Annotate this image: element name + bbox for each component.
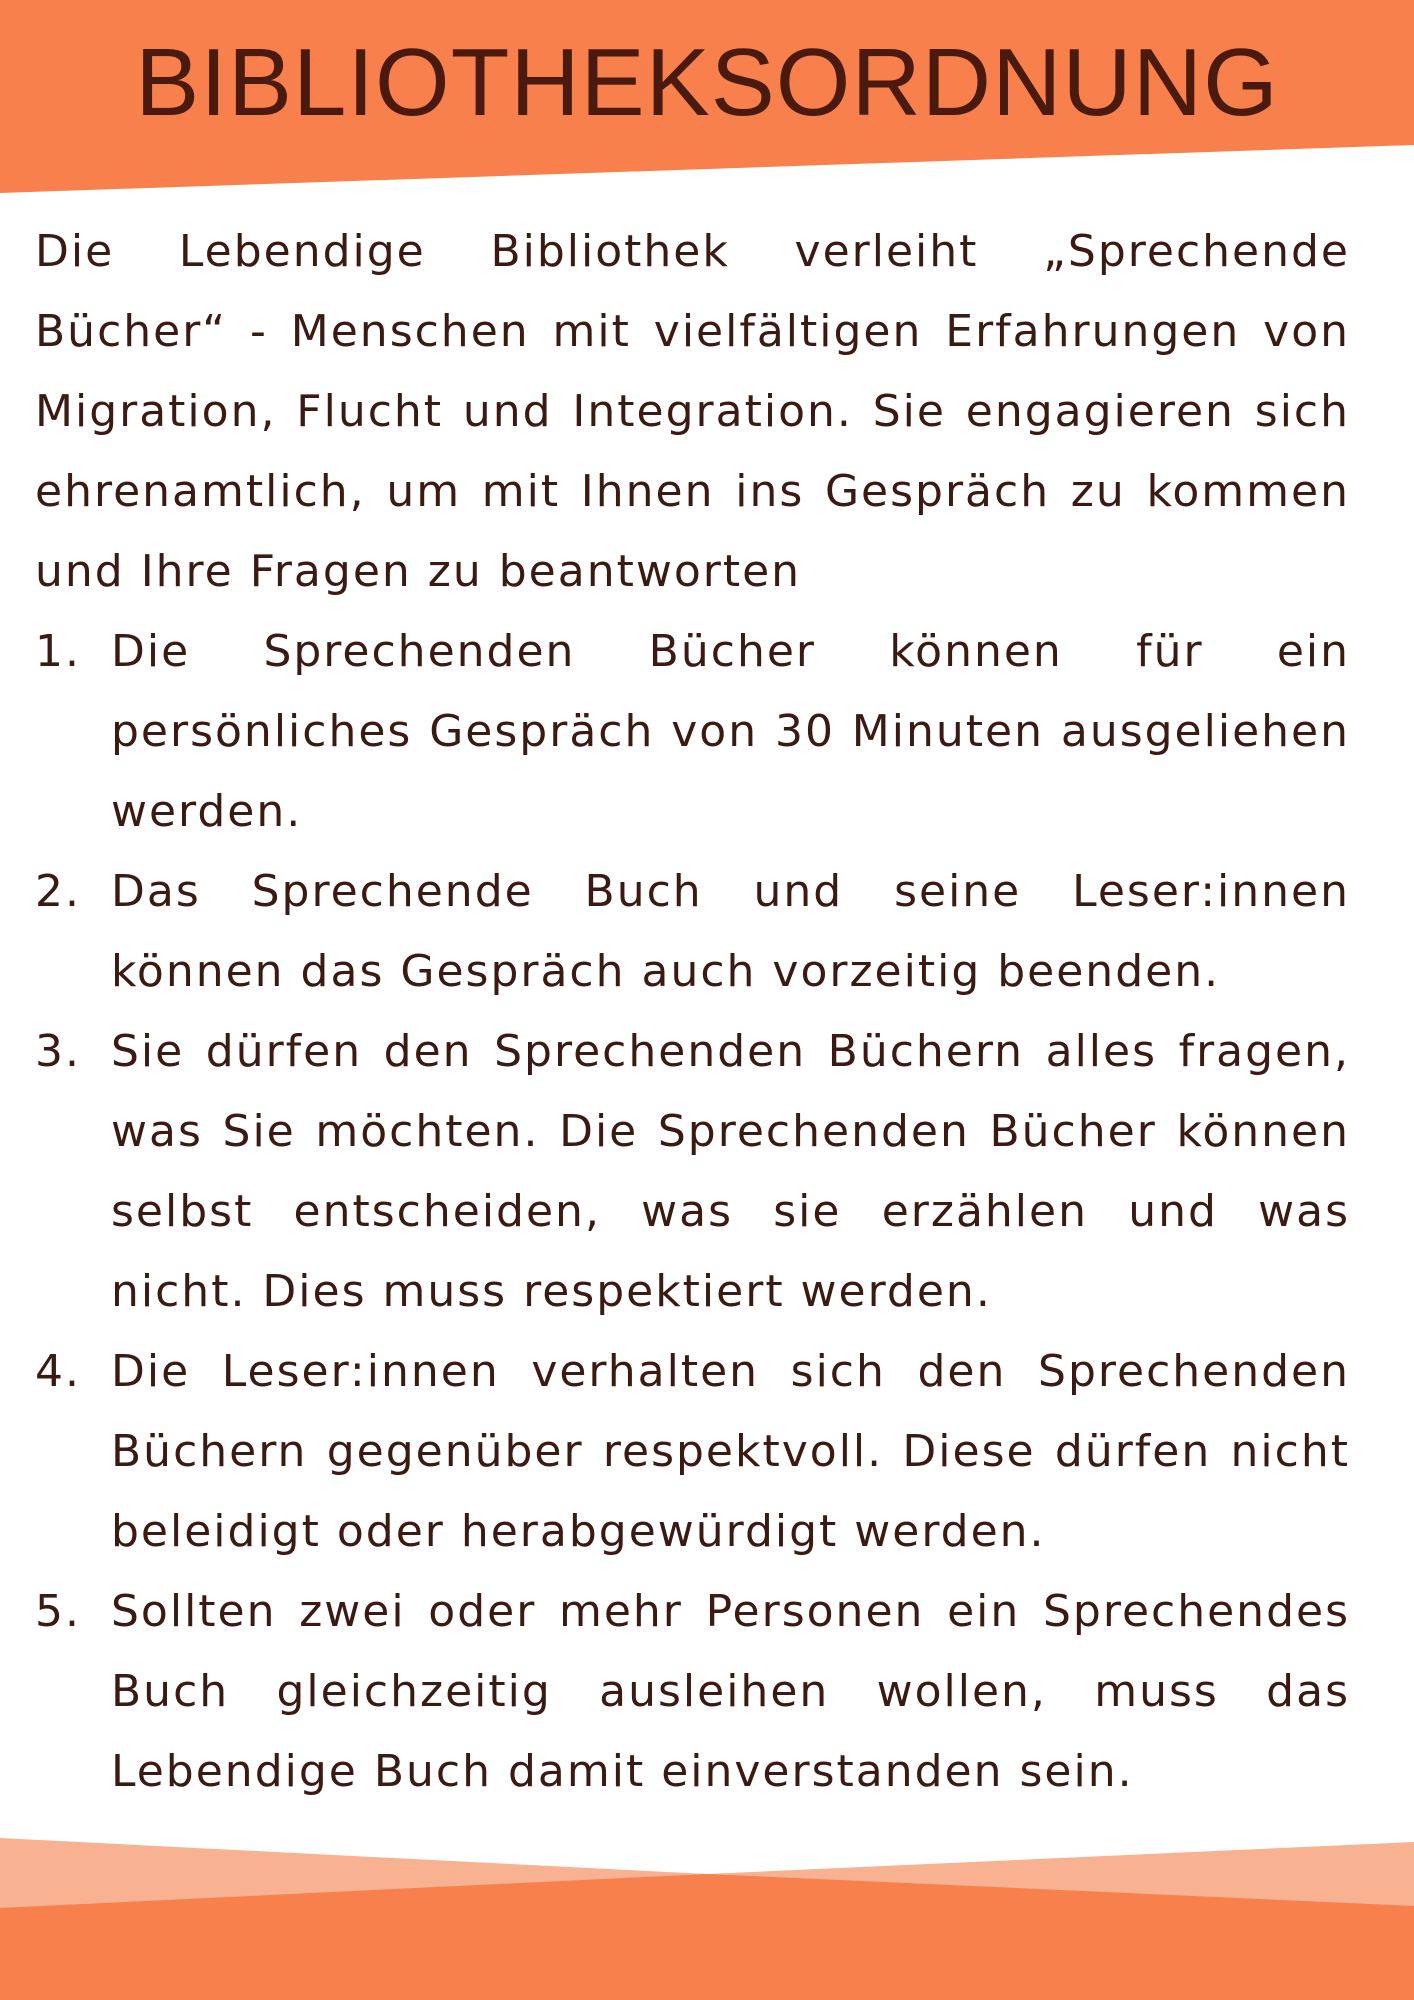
list-item xyxy=(35,1332,1350,1572)
list-item xyxy=(35,612,1350,852)
footer-band xyxy=(0,1830,1414,2000)
list-item-number: 4. xyxy=(35,1346,81,1397)
list-item-text: Sollten zwei oder mehr Personen ein Sprechendes Buch gleichzeitig ausleihen wollen, muss das Lebendige Buch damit einverstanden sein. xyxy=(111,1586,1350,1797)
list-item xyxy=(35,852,1350,1012)
list-item-text: Das Sprechende Buch und seine Leser:innen können das Gespräch auch vorzeitig beenden. xyxy=(111,866,1350,997)
list-item-number: 3. xyxy=(35,1026,81,1077)
page-title: BIBLIOTHEKSORDNUNG xyxy=(135,29,1279,136)
main-content xyxy=(35,212,1350,1812)
list-item-number: 1. xyxy=(35,626,81,677)
intro-paragraph: Die Lebendige Bibliothek verleiht „Sprechende Bücher“ - Menschen mit vielfältigen Erfahrungen von Migration, Flucht und Integration. Sie engagieren sich ehrenamtlich, um mit Ihnen ins Gespräch zu kommen und Ihre Fragen zu beantworten xyxy=(35,226,1350,597)
rules-list xyxy=(35,612,1350,1812)
list-item-text: Die Sprechenden Bücher können für ein persönliches Gespräch von 30 Minuten ausgeliehen werden. xyxy=(111,626,1350,837)
list-item xyxy=(35,1572,1350,1812)
list-item-number: 5. xyxy=(35,1586,81,1637)
list-item xyxy=(35,1012,1350,1332)
list-item-number: 2. xyxy=(35,866,81,917)
list-item-text: Sie dürfen den Sprechenden Büchern alles fragen, was Sie möchten. Die Sprechenden Bücher können selbst entscheiden, was sie erzählen und was nicht. Dies muss respektiert werden. xyxy=(111,1026,1350,1317)
footer-shape xyxy=(0,1830,1414,2000)
list-item-text: Die Leser:innen verhalten sich den Sprechenden Büchern gegenüber respektvoll. Diese dürfen nicht beleidigt oder herabgewürdigt werden. xyxy=(111,1346,1350,1557)
